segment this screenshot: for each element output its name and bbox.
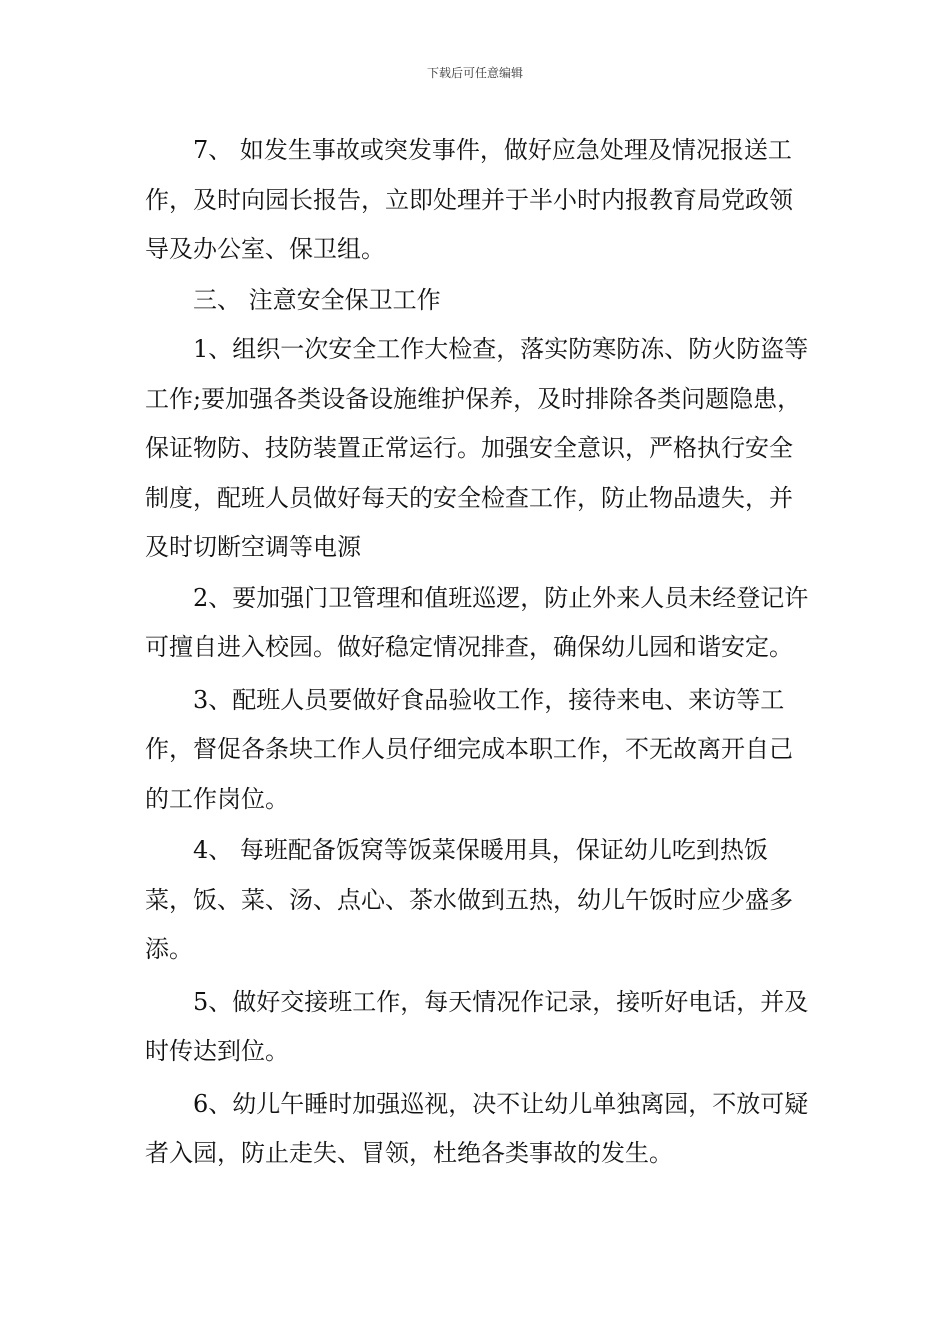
paragraph-item-5: 5、做好交接班工作，每天情况作记录，接听好电话，并及时传达到位。	[145, 987, 809, 1065]
section-heading-3: 三、 注意安全保卫工作	[193, 285, 441, 314]
paragraph-item-6: 6、幼儿午睡时加强巡视，决不让幼儿单独离园，不放可疑者入园，防止走失、冒领，杜绝各类事故的发生。	[145, 1089, 809, 1167]
page-header-note: 下载后可任意编辑	[426, 66, 523, 80]
paragraph-item-4: 4、 每班配备饭窝等饭菜保暖用具，保证幼儿吃到热饭菜，饭、菜、汤、点心、茶水做到五热，幼儿午饭时应少盛多添。	[145, 836, 793, 963]
paragraph-item-1: 1、组织一次安全工作大检查，落实防寒防冻、防火防盗等工作;要加强各类设备设施维护保养，及时排除各类问题隐患，保证物防、技防装置正常运行。加强安全意识，严格执行安全制度，配班人员做好每天的安全检查工作，防止物品遗失，并及时切断空调等电源	[145, 335, 809, 561]
paragraph-item-3: 3、配班人员要做好食品验收工作，接待来电、来访等工作，督促各条块工作人员仔细完成本职工作，不无故离开自己的工作岗位。	[145, 685, 793, 813]
paragraph-item-7: 7、 如发生事故或突发事件，做好应急处理及情况报送工作，及时向园长报告，立即处理并于半小时内报教育局党政领导及办公室、保卫组。	[145, 136, 793, 263]
paragraph-item-2: 2、要加强门卫管理和值班巡逻，防止外来人员未经登记许可擅自进入校园。做好稳定情况排查，确保幼儿园和谐安定。	[145, 583, 809, 661]
document-body	[145, 126, 810, 1179]
